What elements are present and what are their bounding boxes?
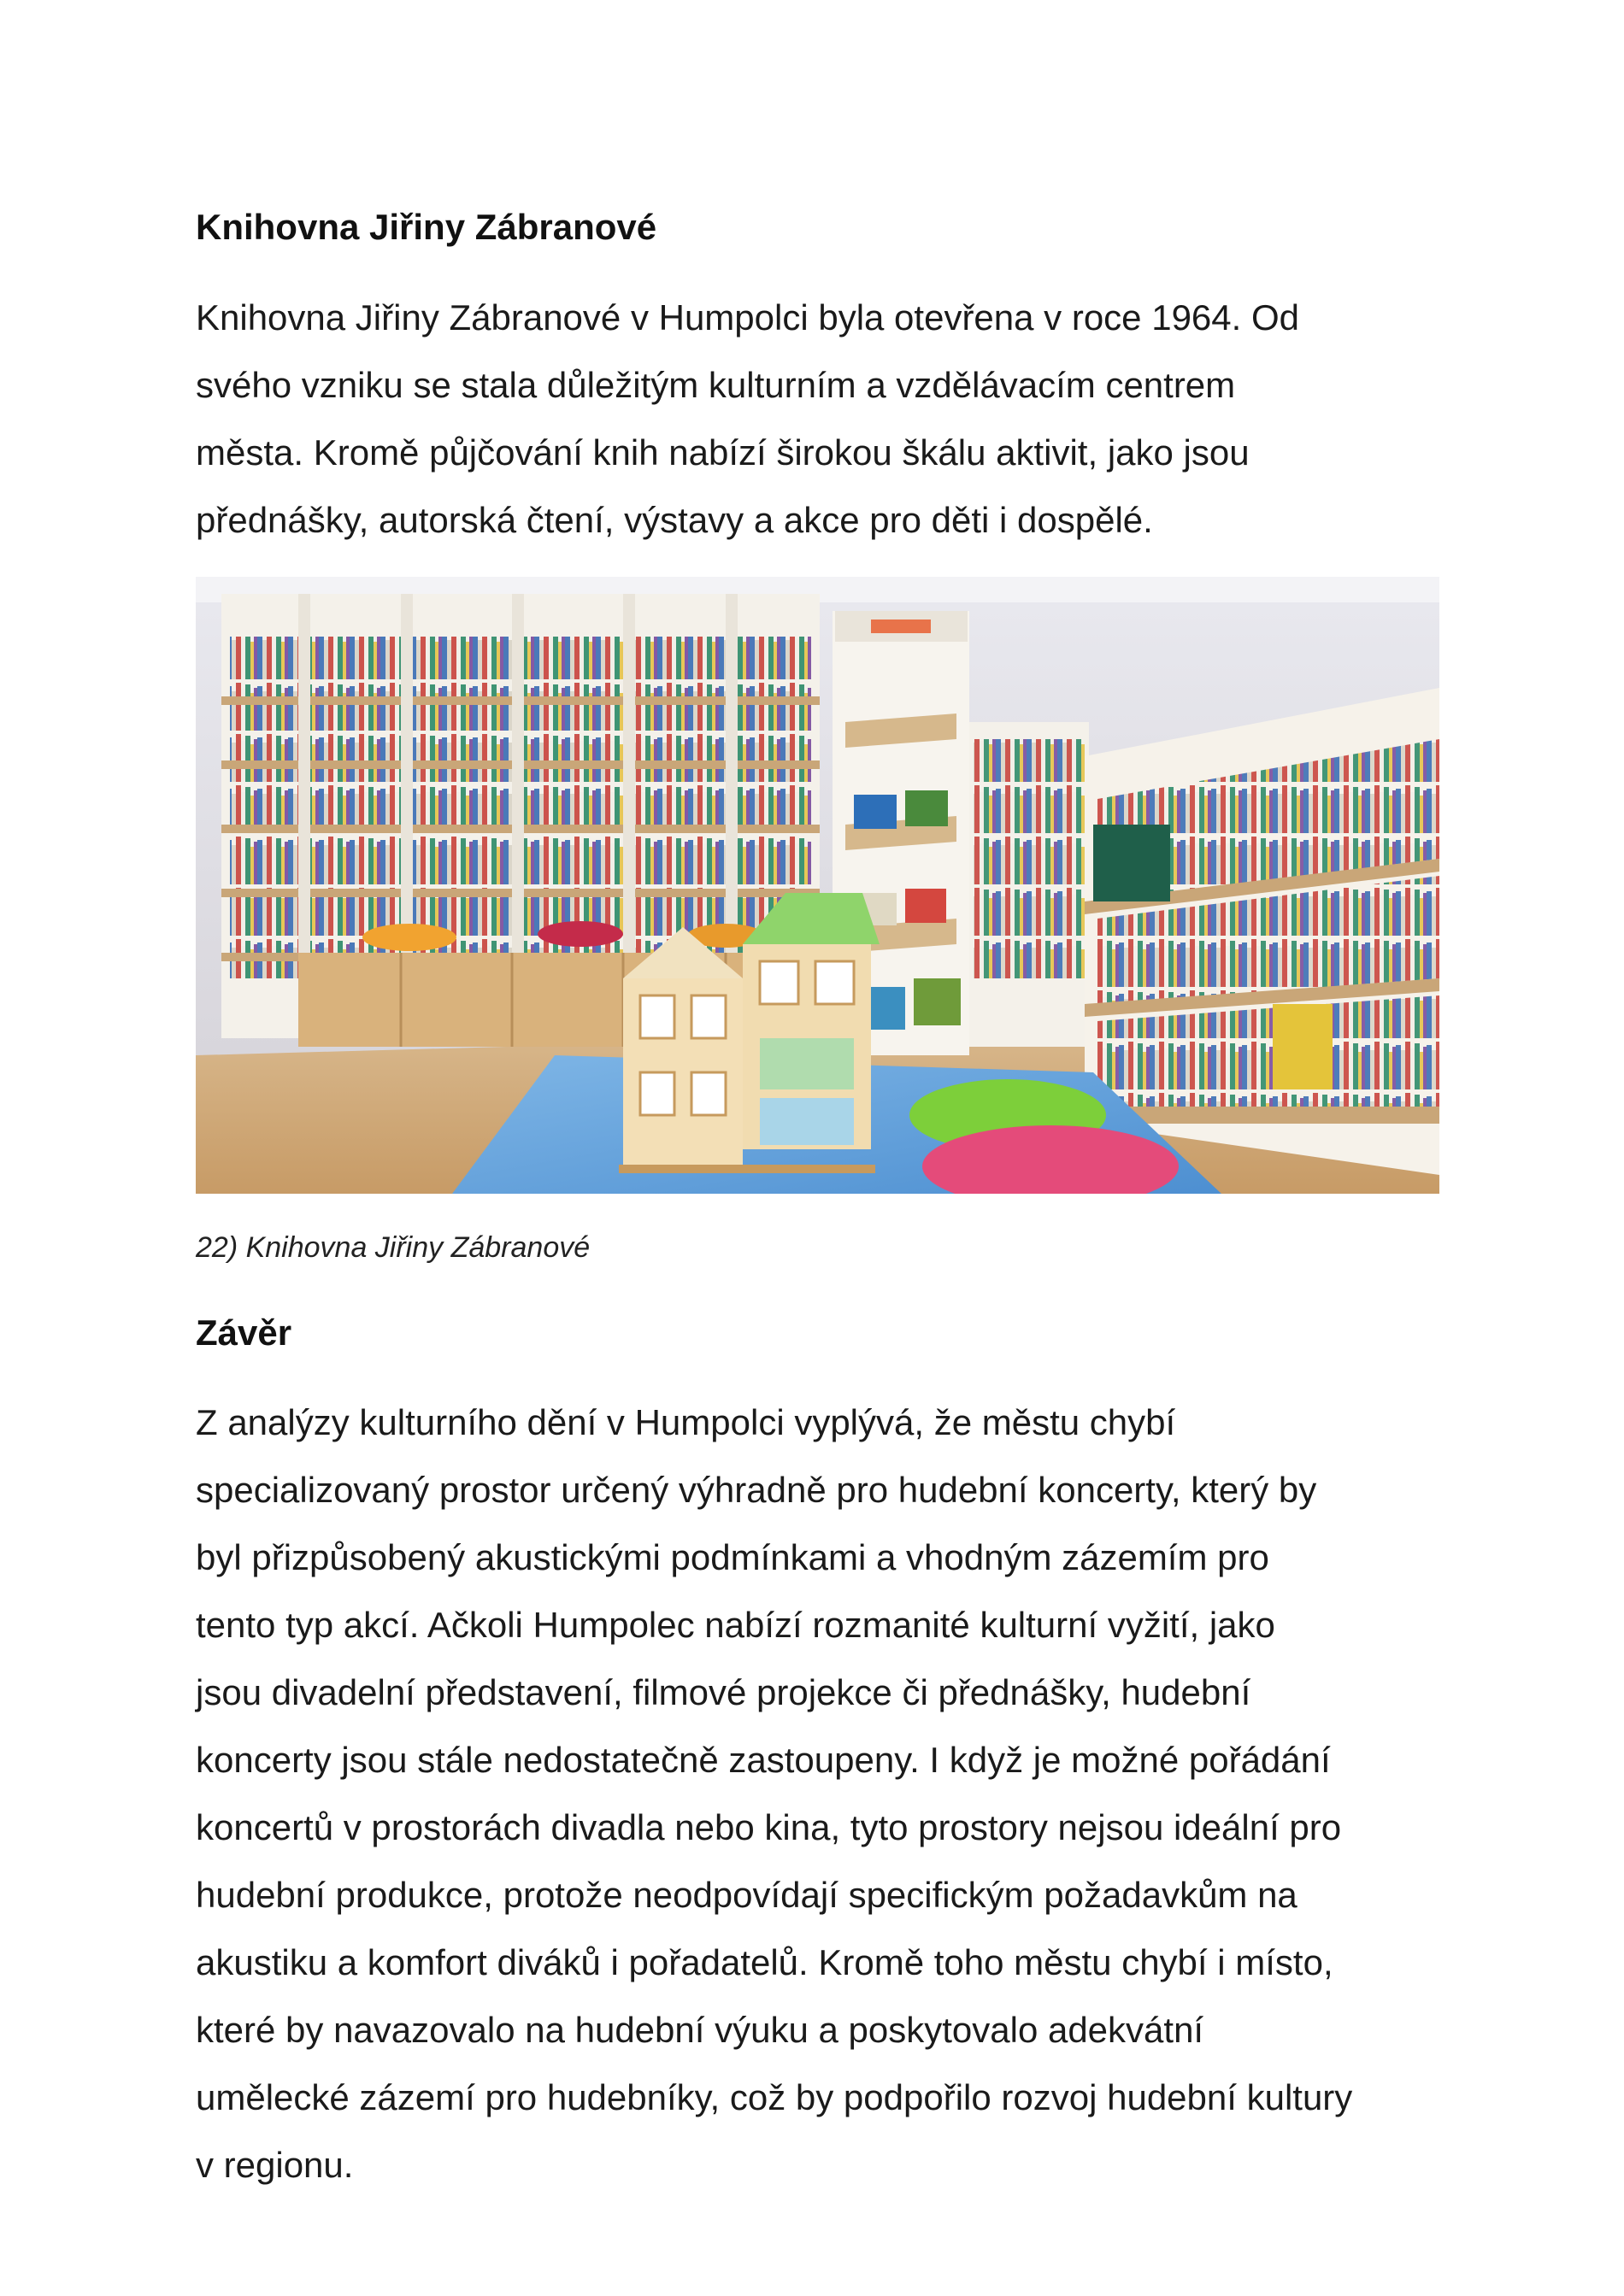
paragraph-line: v regionu. xyxy=(196,2145,354,2185)
figure-caption: 22) Knihovna Jiřiny Zábranové xyxy=(196,1231,591,1264)
paragraph-line: byl přizpůsobený akustickými podmínkami a vhodným zázemím pro xyxy=(196,1537,1269,1577)
paragraph-line: Z analýzy kulturního dění v Humpolci vyplývá, že městu chybí xyxy=(196,1402,1176,1442)
paragraph-line: umělecké zázemí pro hudebníky, což by podpořilo rozvoj hudební kultury xyxy=(196,2077,1353,2117)
paragraph-line: jsou divadelní představení, filmové projekce či přednášky, hudební xyxy=(196,1672,1251,1712)
paragraph-line: tento typ akcí. Ačkoli Humpolec nabízí rozmanité kulturní vyžití, jako xyxy=(196,1605,1275,1645)
paragraph-line: specializovaný prostor určený výhradně pro hudební koncerty, který by xyxy=(196,1470,1317,1510)
paragraph-line: akustiku a komfort diváků i pořadatelů. Kromě toho městu chybí i místo, xyxy=(196,1942,1333,1982)
paragraph-line: města. Kromě půjčování knih nabízí širokou škálu aktivit, jako jsou xyxy=(196,432,1250,473)
library-photo xyxy=(196,577,1439,1194)
section-heading-conclusion: Závěr xyxy=(196,1312,292,1353)
paragraph-conclusion xyxy=(196,1389,1444,2199)
section-heading-library: Knihovna Jiřiny Zábranové xyxy=(196,207,657,247)
paragraph-line: Knihovna Jiřiny Zábranové v Humpolci byla otevřena v roce 1964. Od xyxy=(196,297,1300,338)
paragraph-line: přednášky, autorská čtení, výstavy a akce pro děti i dospělé. xyxy=(196,500,1153,540)
paragraph-library xyxy=(196,284,1444,554)
paragraph-line: které by navazovalo na hudební výuku a poskytovalo adekvátní xyxy=(196,2010,1204,2050)
paragraph-line: hudební produkce, protože neodpovídají specifickým požadavkům na xyxy=(196,1875,1297,1915)
paragraph-line: svého vzniku se stala důležitým kulturním a vzdělávacím centrem xyxy=(196,365,1236,405)
paragraph-line: koncertů v prostorách divadla nebo kina, tyto prostory nejsou ideální pro xyxy=(196,1807,1342,1847)
paragraph-line: koncerty jsou stále nedostatečně zastoupeny. I když je možné pořádání xyxy=(196,1740,1331,1780)
